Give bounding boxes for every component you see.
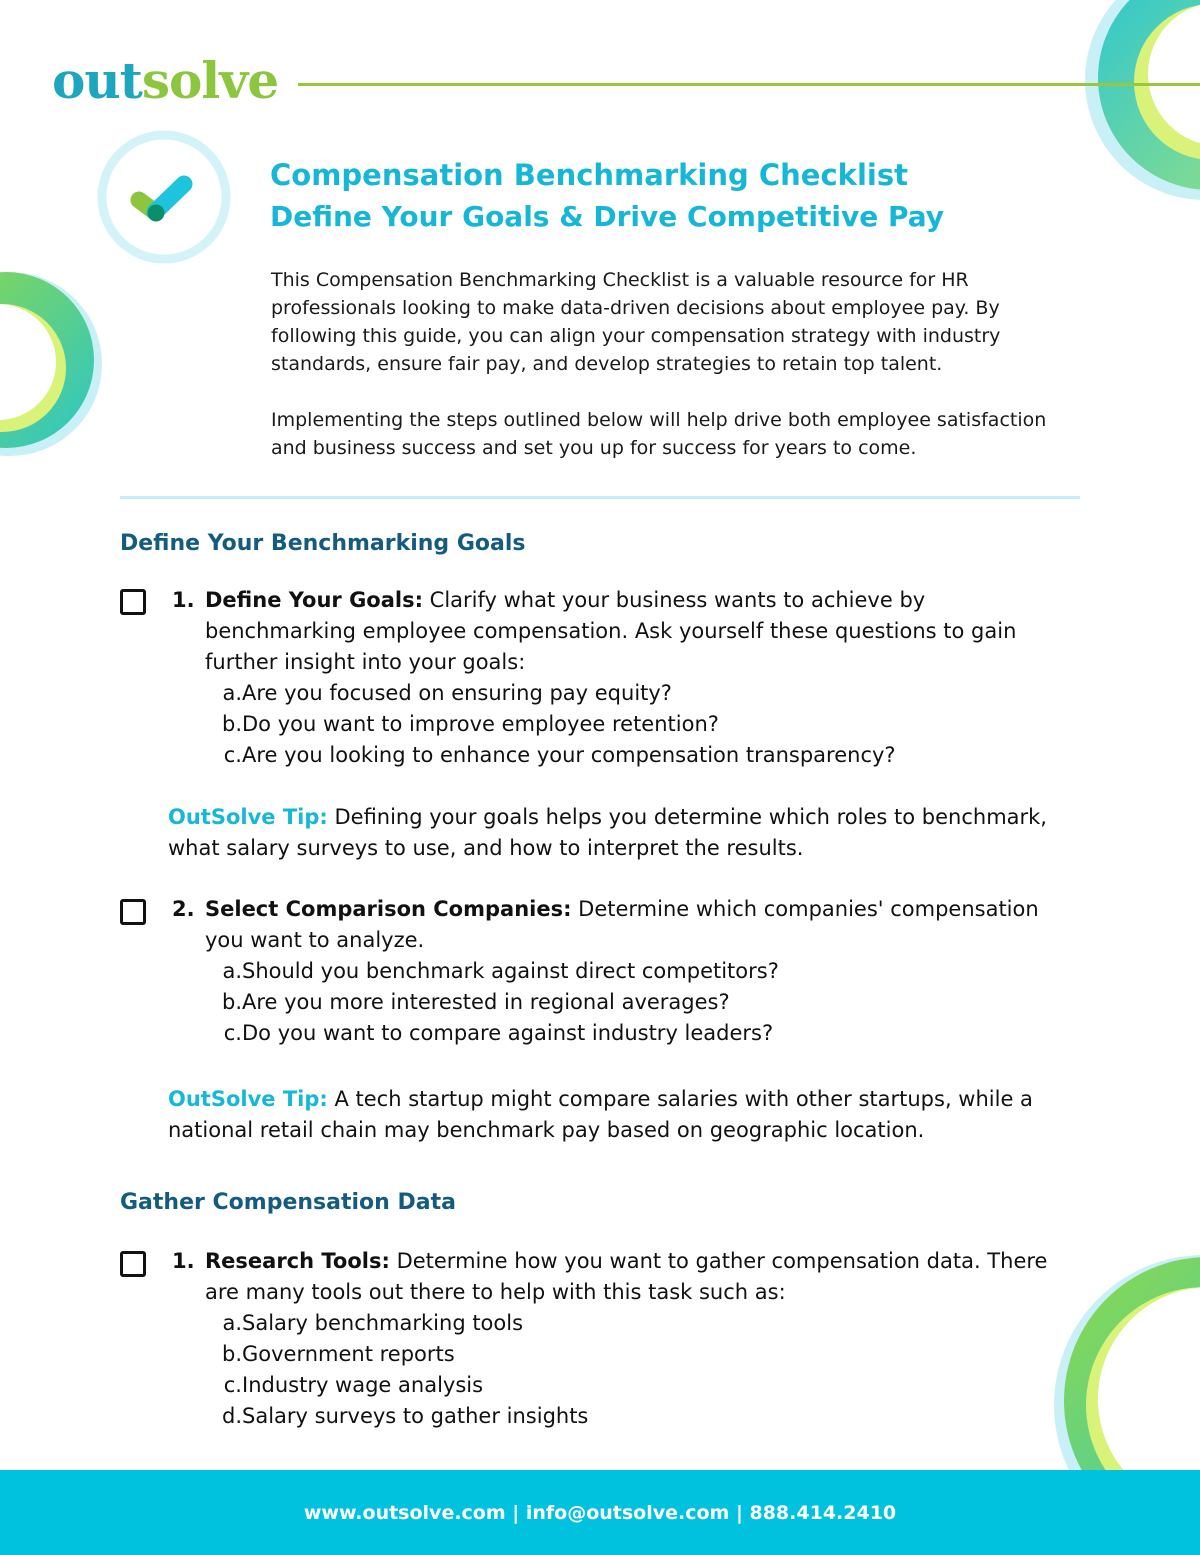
item-text: Determine how you want to gather compensation data. There are many tools out there to help with this task such as: (205, 1249, 1048, 1304)
checkbox-research-tools[interactable] (120, 1251, 146, 1277)
footer-bar (0, 1470, 1200, 1555)
sub-item-letter: b. (221, 712, 242, 736)
sub-item-letter: a. (222, 959, 242, 983)
sub-item-letter: d. (221, 1404, 242, 1428)
sub-list (205, 678, 1072, 771)
sub-item-text: Are you more interested in regional averages? (242, 990, 730, 1014)
item-text: Determine which companies' compensation you want to analyze. (205, 897, 1039, 952)
tip-text: Defining your goals helps you determine which roles to benchmark, what salary surveys to use, and how to interpret the results. (168, 805, 1047, 860)
item-text: Clarify what your business wants to achieve by benchmarking employee compensation. Ask yourself these questions to gain further insight into your goals: (205, 588, 1017, 674)
outsolve-tip-2 (168, 1084, 1068, 1146)
checklist-item-select-comparison-companies (172, 894, 1072, 1049)
sub-item (220, 1401, 1072, 1432)
sub-item-text: Industry wage analysis (242, 1373, 484, 1397)
logo-part-out: out (52, 51, 142, 110)
sub-item-letter: c. (223, 743, 242, 767)
sub-item-text: Salary surveys to gather insights (242, 1404, 589, 1428)
intro-paragraph-1: This Compensation Benchmarking Checklist is a valuable resource for HR professionals looking to make data-driven decisions about employee pay. By following this guide, you can align your compensation strategy with industry standards, ensure fair pay, and develop strategies to retain top talent. (271, 269, 1001, 375)
tip-label: OutSolve Tip: (168, 805, 328, 829)
sub-item-letter: c. (223, 1373, 242, 1397)
sub-item-text: Are you focused on ensuring pay equity? (242, 681, 672, 705)
sub-item (220, 1370, 1072, 1401)
item-lead: Research Tools: (205, 1249, 390, 1273)
sub-item (220, 1308, 1072, 1339)
sub-item-letter: c. (223, 1021, 242, 1045)
sub-item (220, 1339, 1072, 1370)
sub-item (220, 740, 1072, 771)
item-lead: Select Comparison Companies: (205, 897, 572, 921)
page-subtitle: Define Your Goals & Drive Competitive Pay (270, 200, 945, 233)
sub-item-letter: a. (222, 1311, 242, 1335)
sub-item-text: Government reports (242, 1342, 455, 1366)
item-number: 1. (172, 588, 195, 612)
sub-item-letter: b. (221, 990, 242, 1014)
outsolve-logo (52, 51, 279, 110)
checkbox-select-comparison-companies[interactable] (120, 899, 146, 925)
sub-item (220, 956, 1072, 987)
decorative-ring-top-right (1050, 0, 1200, 230)
sub-item-letter: a. (222, 681, 242, 705)
logo-part-solve: solve (141, 51, 279, 110)
sub-item-text: Are you looking to enhance your compensation transparency? (242, 743, 896, 767)
item-lead: Define Your Goals: (205, 588, 423, 612)
page-title: Compensation Benchmarking Checklist (270, 158, 908, 192)
sub-list (205, 1308, 1072, 1432)
sub-item (220, 709, 1072, 740)
sub-item-text: Do you want to improve employee retention? (242, 712, 719, 736)
sub-list (205, 956, 1072, 1049)
sub-item (220, 987, 1072, 1018)
section-divider (120, 496, 1080, 499)
decorative-ring-left (0, 268, 105, 460)
header-rule (298, 83, 1200, 86)
intro-paragraph-2: Implementing the steps outlined below will help drive both employee satisfaction and business success and set you up for success for years to come. (271, 409, 1047, 459)
sub-item (220, 1018, 1072, 1049)
sub-item-text: Should you benchmark against direct competitors? (242, 959, 779, 983)
sub-item (220, 678, 1072, 709)
outsolve-tip-1 (168, 802, 1068, 864)
checkmark-badge-icon (97, 130, 231, 268)
section-heading-benchmarking-goals: Define Your Benchmarking Goals (120, 531, 526, 556)
sub-item-text: Do you want to compare against industry leaders? (242, 1021, 774, 1045)
checklist-item-research-tools (172, 1246, 1072, 1432)
item-number: 2. (172, 897, 195, 921)
checkbox-define-goals[interactable] (120, 589, 146, 615)
sub-item-text: Salary benchmarking tools (242, 1311, 524, 1335)
footer-contact-text: www.outsolve.com | info@outsolve.com | 888.414.2410 (303, 1501, 897, 1524)
tip-label: OutSolve Tip: (168, 1087, 328, 1111)
tip-text: A tech startup might compare salaries with other startups, while a national retail chain may benchmark pay based on geographic location. (168, 1087, 1033, 1142)
sub-item-letter: b. (221, 1342, 242, 1366)
section-heading-gather-data: Gather Compensation Data (120, 1190, 456, 1215)
item-number: 1. (172, 1249, 195, 1273)
checklist-item-define-goals (172, 585, 1072, 771)
